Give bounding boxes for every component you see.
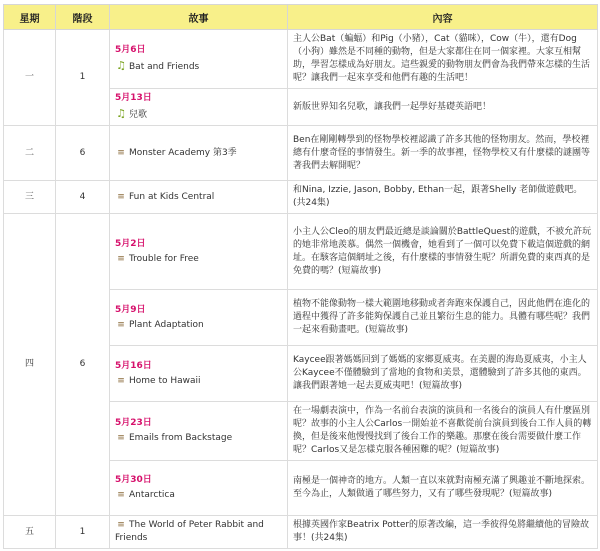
- book-icon: ≡: [117, 433, 125, 443]
- story-title: The World of Peter Rabbit and Friends: [115, 520, 264, 543]
- day-cell: 五: [4, 516, 56, 549]
- story-cell: [110, 214, 288, 290]
- book-icon: ≡: [117, 253, 125, 264]
- stage-cell: 1: [56, 516, 110, 549]
- book-icon: ≡: [117, 520, 125, 530]
- content-cell: 主人公Bat（蝙蝠）和Pig（小豬），Cat（貓咪），Cow（牛），還有Dog（小狗）雖然是不同種的動物，但是大家都住在同一個家裡。大家互相幫助，學習怎樣成為好朋友。這些親愛的動物朋友們會為我們帶來怎樣的生活呢？讓我們一起來享受和他們有趣的生活吧！: [288, 30, 598, 89]
- day-cell: 四: [4, 214, 56, 516]
- story-cell: [110, 461, 288, 516]
- content-cell: 南極是一個神奇的地方。人類一直以來就對南極充滿了興趣並不斷地探索。至今為止，人類做過了哪些努力，又有了哪些發現呢？(短篇故事): [288, 461, 598, 516]
- content-cell: Ben在剛剛轉學到的怪物學校裡認識了許多其他的怪物朋友。然而，學校裡總有什麼奇怪的事情發生。新一季的故事裡，怪物學校又有什麼樣的謎團等著我們去解開呢？: [288, 126, 598, 181]
- book-icon: ≡: [117, 147, 125, 158]
- story-cell: [110, 516, 288, 549]
- story-date: 5月6日: [115, 45, 146, 55]
- table-row: [4, 126, 598, 181]
- story-cell: [110, 290, 288, 346]
- day-cell: 二: [4, 126, 56, 181]
- content-cell: 根據英國作家Beatrix Potter的原著改編，這一季彼得兔將繼續他的冒險故事！(共24集): [288, 516, 598, 549]
- stage-cell: 4: [56, 181, 110, 214]
- story-date: 5月9日: [115, 304, 146, 315]
- story-date: 5月30日: [115, 475, 152, 485]
- story-title: Plant Adaptation: [129, 319, 204, 330]
- book-icon: ≡: [117, 375, 125, 386]
- story-cell: [110, 181, 288, 214]
- content-cell: 小主人公Cleo的朋友們最近總是談論關於BattleQuest的遊戲，不被允許玩的她非常地羨慕。偶然一個機會，她看到了一個可以免費下載這個遊戲的網址。在駭客這個網址之後，有什麼樣的事情發生呢？所謂免費的東西真的是免費的嗎？(短篇故事): [288, 214, 598, 290]
- book-icon: ≡: [117, 191, 125, 202]
- story-cell: [110, 89, 288, 126]
- book-icon: ≡: [117, 319, 125, 330]
- schedule-table: [3, 4, 598, 549]
- story-date: 5月13日: [115, 93, 152, 103]
- content-cell: 和Nina, Izzie, Jason, Bobby, Ethan一起，跟著Shelly 老師做遊戲吧。(共24集): [288, 181, 598, 214]
- story-date: 5月23日: [115, 418, 152, 428]
- story-cell: [110, 346, 288, 402]
- story-title: Trouble for Free: [129, 253, 199, 264]
- header-story: 故事: [110, 5, 288, 30]
- story-title: Home to Hawaii: [129, 375, 201, 386]
- music-note-icon: ♫: [116, 59, 126, 72]
- story-title: Emails from Backstage: [129, 433, 233, 443]
- story-title: Bat and Friends: [129, 62, 200, 72]
- content-cell: 植物不能像動物一樣大範圍地移動或者奔跑來保護自己，因此他們在進化的過程中獲得了許多能夠保護自己並且繁衍生息的能力。具體有哪些呢？我們一起來看動畫吧。(短篇故事): [288, 290, 598, 346]
- stage-cell: 1: [56, 30, 110, 126]
- day-cell: 三: [4, 181, 56, 214]
- music-note-icon: ♫: [116, 107, 126, 120]
- story-date: 5月2日: [115, 238, 146, 249]
- header-row: [4, 5, 598, 30]
- table-row: [4, 214, 598, 290]
- story-cell: [110, 402, 288, 461]
- story-title: Antarctica: [129, 490, 175, 500]
- schedule-body: [4, 30, 598, 549]
- story-date: 5月16日: [115, 360, 152, 371]
- story-title: Fun at Kids Central: [129, 191, 215, 202]
- table-row: [4, 30, 598, 89]
- content-cell: 在一場劇表演中，作為一名前台表演的演員和一名後台的演員人有什麼區別呢？故事的小主人公Carlos一開始並不喜歡從前台演員到後台工作人員的轉換，但是後來他慢慢找到了後台工作的樂趣。那麼在後台需要做什麼工作呢？Carlos又是怎樣克服各種困難的呢？(短篇故事): [288, 402, 598, 461]
- content-cell: Kaycee跟著媽媽回到了媽媽的家鄉夏威夷。在美麗的海島夏威夷，小主人公Kaycee不僅體驗到了當地的食物和美景，還體驗到了許多其他的東西。讓我們跟著她一起去夏威夷吧！(短篇故事): [288, 346, 598, 402]
- table-row: [4, 516, 598, 549]
- table-row: [4, 181, 598, 214]
- story-cell: [110, 126, 288, 181]
- stage-cell: 6: [56, 214, 110, 516]
- content-cell: 新版世界知名兒歌，讓我們一起學好基礎英語吧！: [288, 89, 598, 126]
- story-cell: [110, 30, 288, 89]
- stage-cell: 6: [56, 126, 110, 181]
- book-icon: ≡: [117, 490, 125, 500]
- day-cell: 一: [4, 30, 56, 126]
- story-title: 兒歌: [129, 110, 148, 120]
- story-title: Monster Academy 第3季: [129, 147, 237, 158]
- header-day: 星期: [4, 5, 56, 30]
- header-stage: 階段: [56, 5, 110, 30]
- header-content: 內容: [288, 5, 598, 30]
